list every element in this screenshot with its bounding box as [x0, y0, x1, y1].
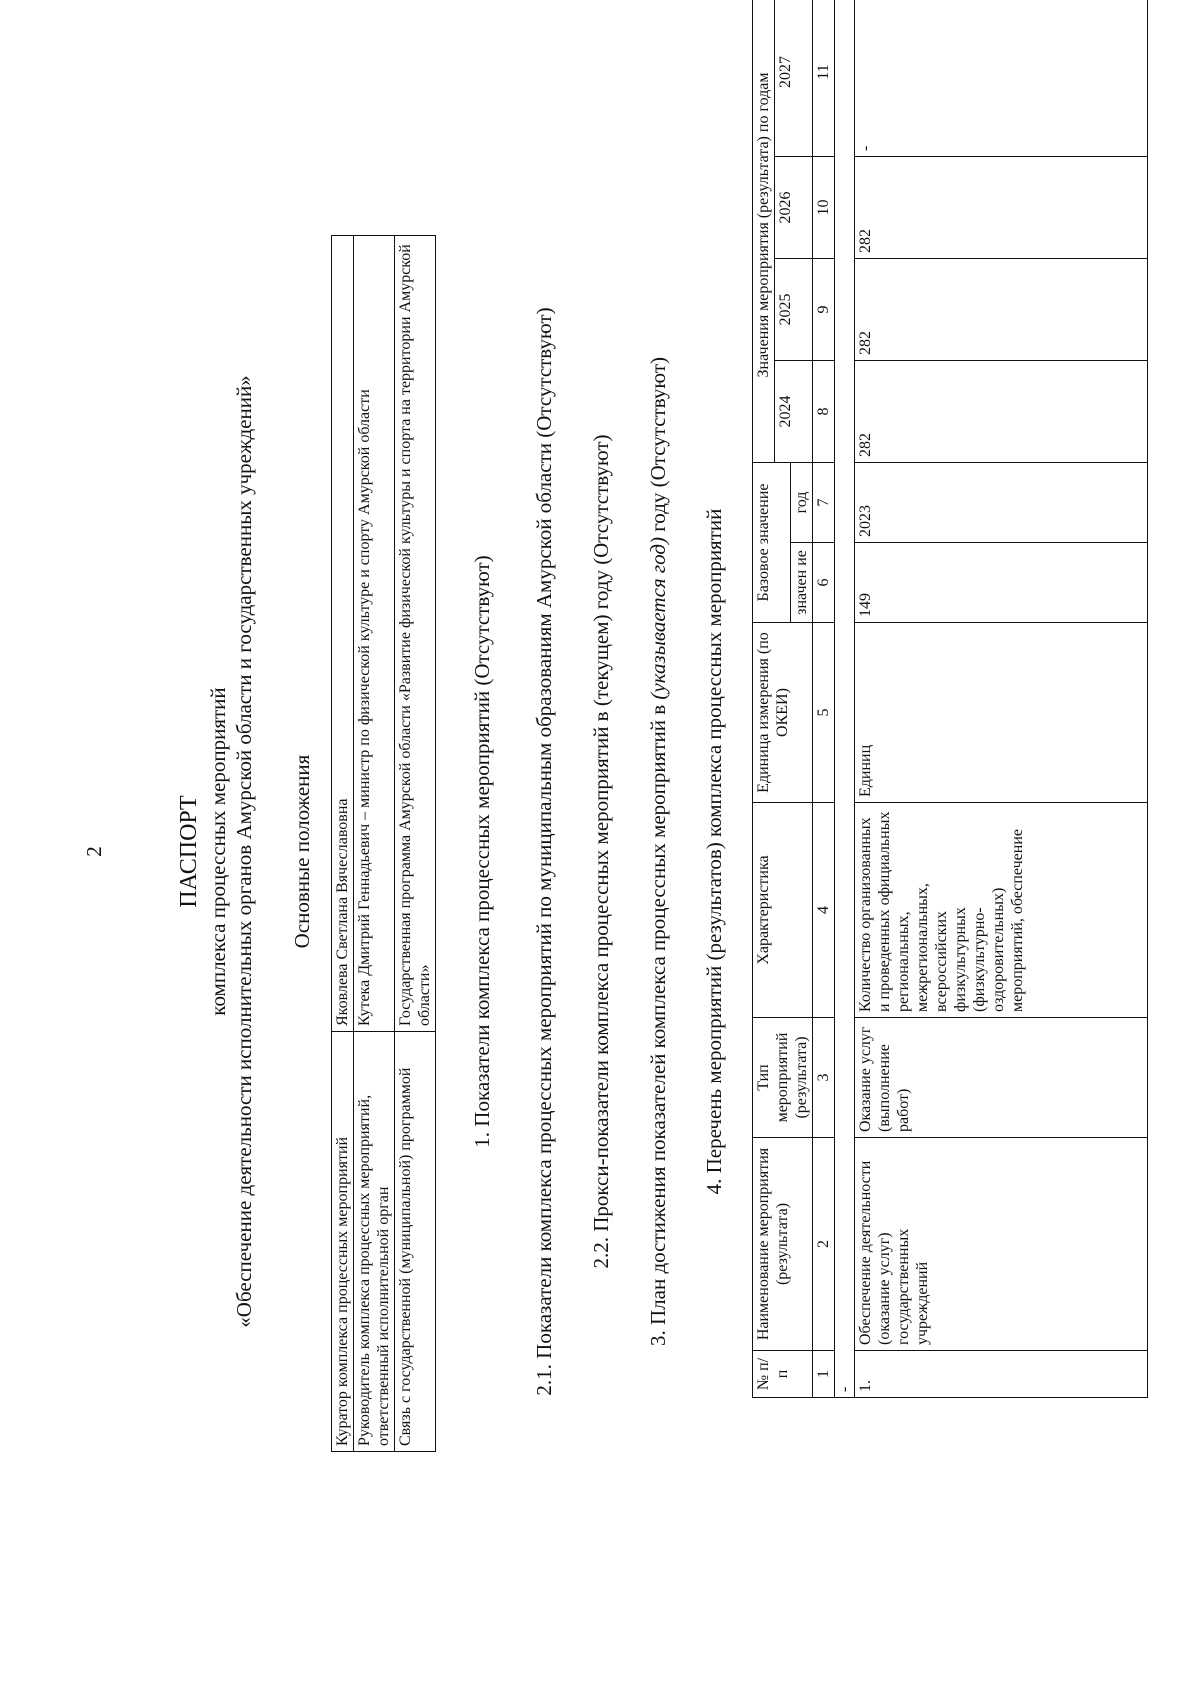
header-base-value: значен ие [791, 543, 813, 623]
row-label: Связь с государственной (муниципальной) программой [395, 1032, 436, 1452]
header-2027: 2027 [775, 0, 813, 156]
column-number: 3 [813, 1018, 835, 1138]
column-number: 1 [813, 1351, 835, 1398]
cell-base-year: 2023 [855, 462, 1148, 542]
page-number: 2 [82, 846, 106, 857]
header-2024: 2024 [775, 360, 813, 462]
events-table [752, 0, 1148, 1398]
section-3-italic-note: (указывается год) [646, 537, 670, 700]
section-2-1-heading: 2.1. Показатели комплекса процессных мероприятий по муниципальным образованиям Амурской области (Отсутствуют) [532, 307, 556, 1396]
document-title: ПАСПОРТ [176, 795, 202, 908]
cell-characteristic: Количество организованных и проведенных официальных региональных, межрегиональных, всероссийских физкультурных (физкультурно-оздоровительных) мероприятий, обеспечение [855, 803, 1148, 1018]
cell-base-value: 149 [855, 543, 1148, 623]
header-values: Значения мероприятия (результата) по годам [753, 0, 775, 462]
row-value: Кутека Дмитрий Геннадьевич – министр по физической культуре и спорту Амурской области [354, 236, 395, 1032]
table-row [332, 236, 354, 1452]
header-row [753, 0, 775, 1398]
column-number: 10 [813, 156, 835, 258]
cell-2026: 282 [855, 156, 1148, 258]
row-label: Куратор комплекса процессных мероприятий [332, 1032, 354, 1452]
header-2025: 2025 [775, 258, 813, 360]
column-number: 11 [813, 0, 835, 156]
cell-type: Оказание услуг (выполнение работ) [855, 1018, 1148, 1138]
column-number: 6 [813, 543, 835, 623]
row-value: Яковлева Светлана Вячеславовна [332, 236, 354, 1032]
section-2-2-heading: 2.2. Прокси-показатели комплекса процессных мероприятий в (текущем) году (Отсутствуют) [589, 434, 613, 1269]
column-number: 2 [813, 1138, 835, 1351]
header-num: № п/п [753, 1351, 813, 1398]
table-row [395, 236, 436, 1452]
cell-num: 1. [855, 1351, 1148, 1398]
cell-2027: - [855, 0, 1148, 156]
cell-unit: Единиц [855, 623, 1148, 803]
header-type: Тип мероприятий (результата) [753, 1018, 813, 1138]
column-number: 7 [813, 462, 835, 542]
document-subtitle-name: «Обеспечение деятельности исполнительных органов Амурской области и государственных учреждений» [232, 375, 256, 1328]
document-subtitle: комплекса процессных мероприятий [206, 687, 230, 1016]
header-2026: 2026 [775, 156, 813, 258]
column-number: 9 [813, 258, 835, 360]
section-3-text-end: году (Отсутствуют) [646, 357, 670, 538]
cell-2025: 282 [855, 258, 1148, 360]
row-value: Государственная программа Амурской области «Развитие физической культуры и спорта на территории Амурской области» [395, 236, 436, 1032]
cell-2024: 282 [855, 360, 1148, 462]
header-base: Базовое значение [753, 462, 791, 622]
table-row [855, 0, 1148, 1398]
column-number: 8 [813, 360, 835, 462]
main-provisions-table [331, 235, 436, 1452]
section-3-text-start: 3. План достижения показателей комплекса процессных мероприятий в [646, 699, 670, 1347]
numbering-row [813, 0, 835, 1398]
separator-row [835, 0, 855, 1398]
cell-name: Обеспечение деятельности (оказание услуг) государственных учреждений [855, 1138, 1148, 1351]
section-4-heading: 4. Перечень мероприятий (результатов) комплекса процессных мероприятий [702, 508, 726, 1195]
header-characteristic: Характеристика [753, 803, 813, 1018]
row-label: Руководитель комплекса процессных мероприятий, ответственный исполнительной орган [354, 1032, 395, 1452]
table-row [354, 236, 395, 1452]
section-3-heading [646, 0, 671, 1703]
header-name: Наименование мероприятия (результата) [753, 1138, 813, 1351]
separator-cell: - [835, 0, 855, 1398]
column-number: 4 [813, 803, 835, 1018]
header-base-year: год [791, 462, 813, 542]
column-number: 5 [813, 623, 835, 803]
section-1-heading: 1. Показатели комплекса процессных мероприятий (Отсутствуют) [470, 555, 494, 1148]
header-unit: Единица измерения (по ОКЕИ) [753, 623, 813, 803]
main-provisions-heading: Основные положения [290, 754, 314, 949]
